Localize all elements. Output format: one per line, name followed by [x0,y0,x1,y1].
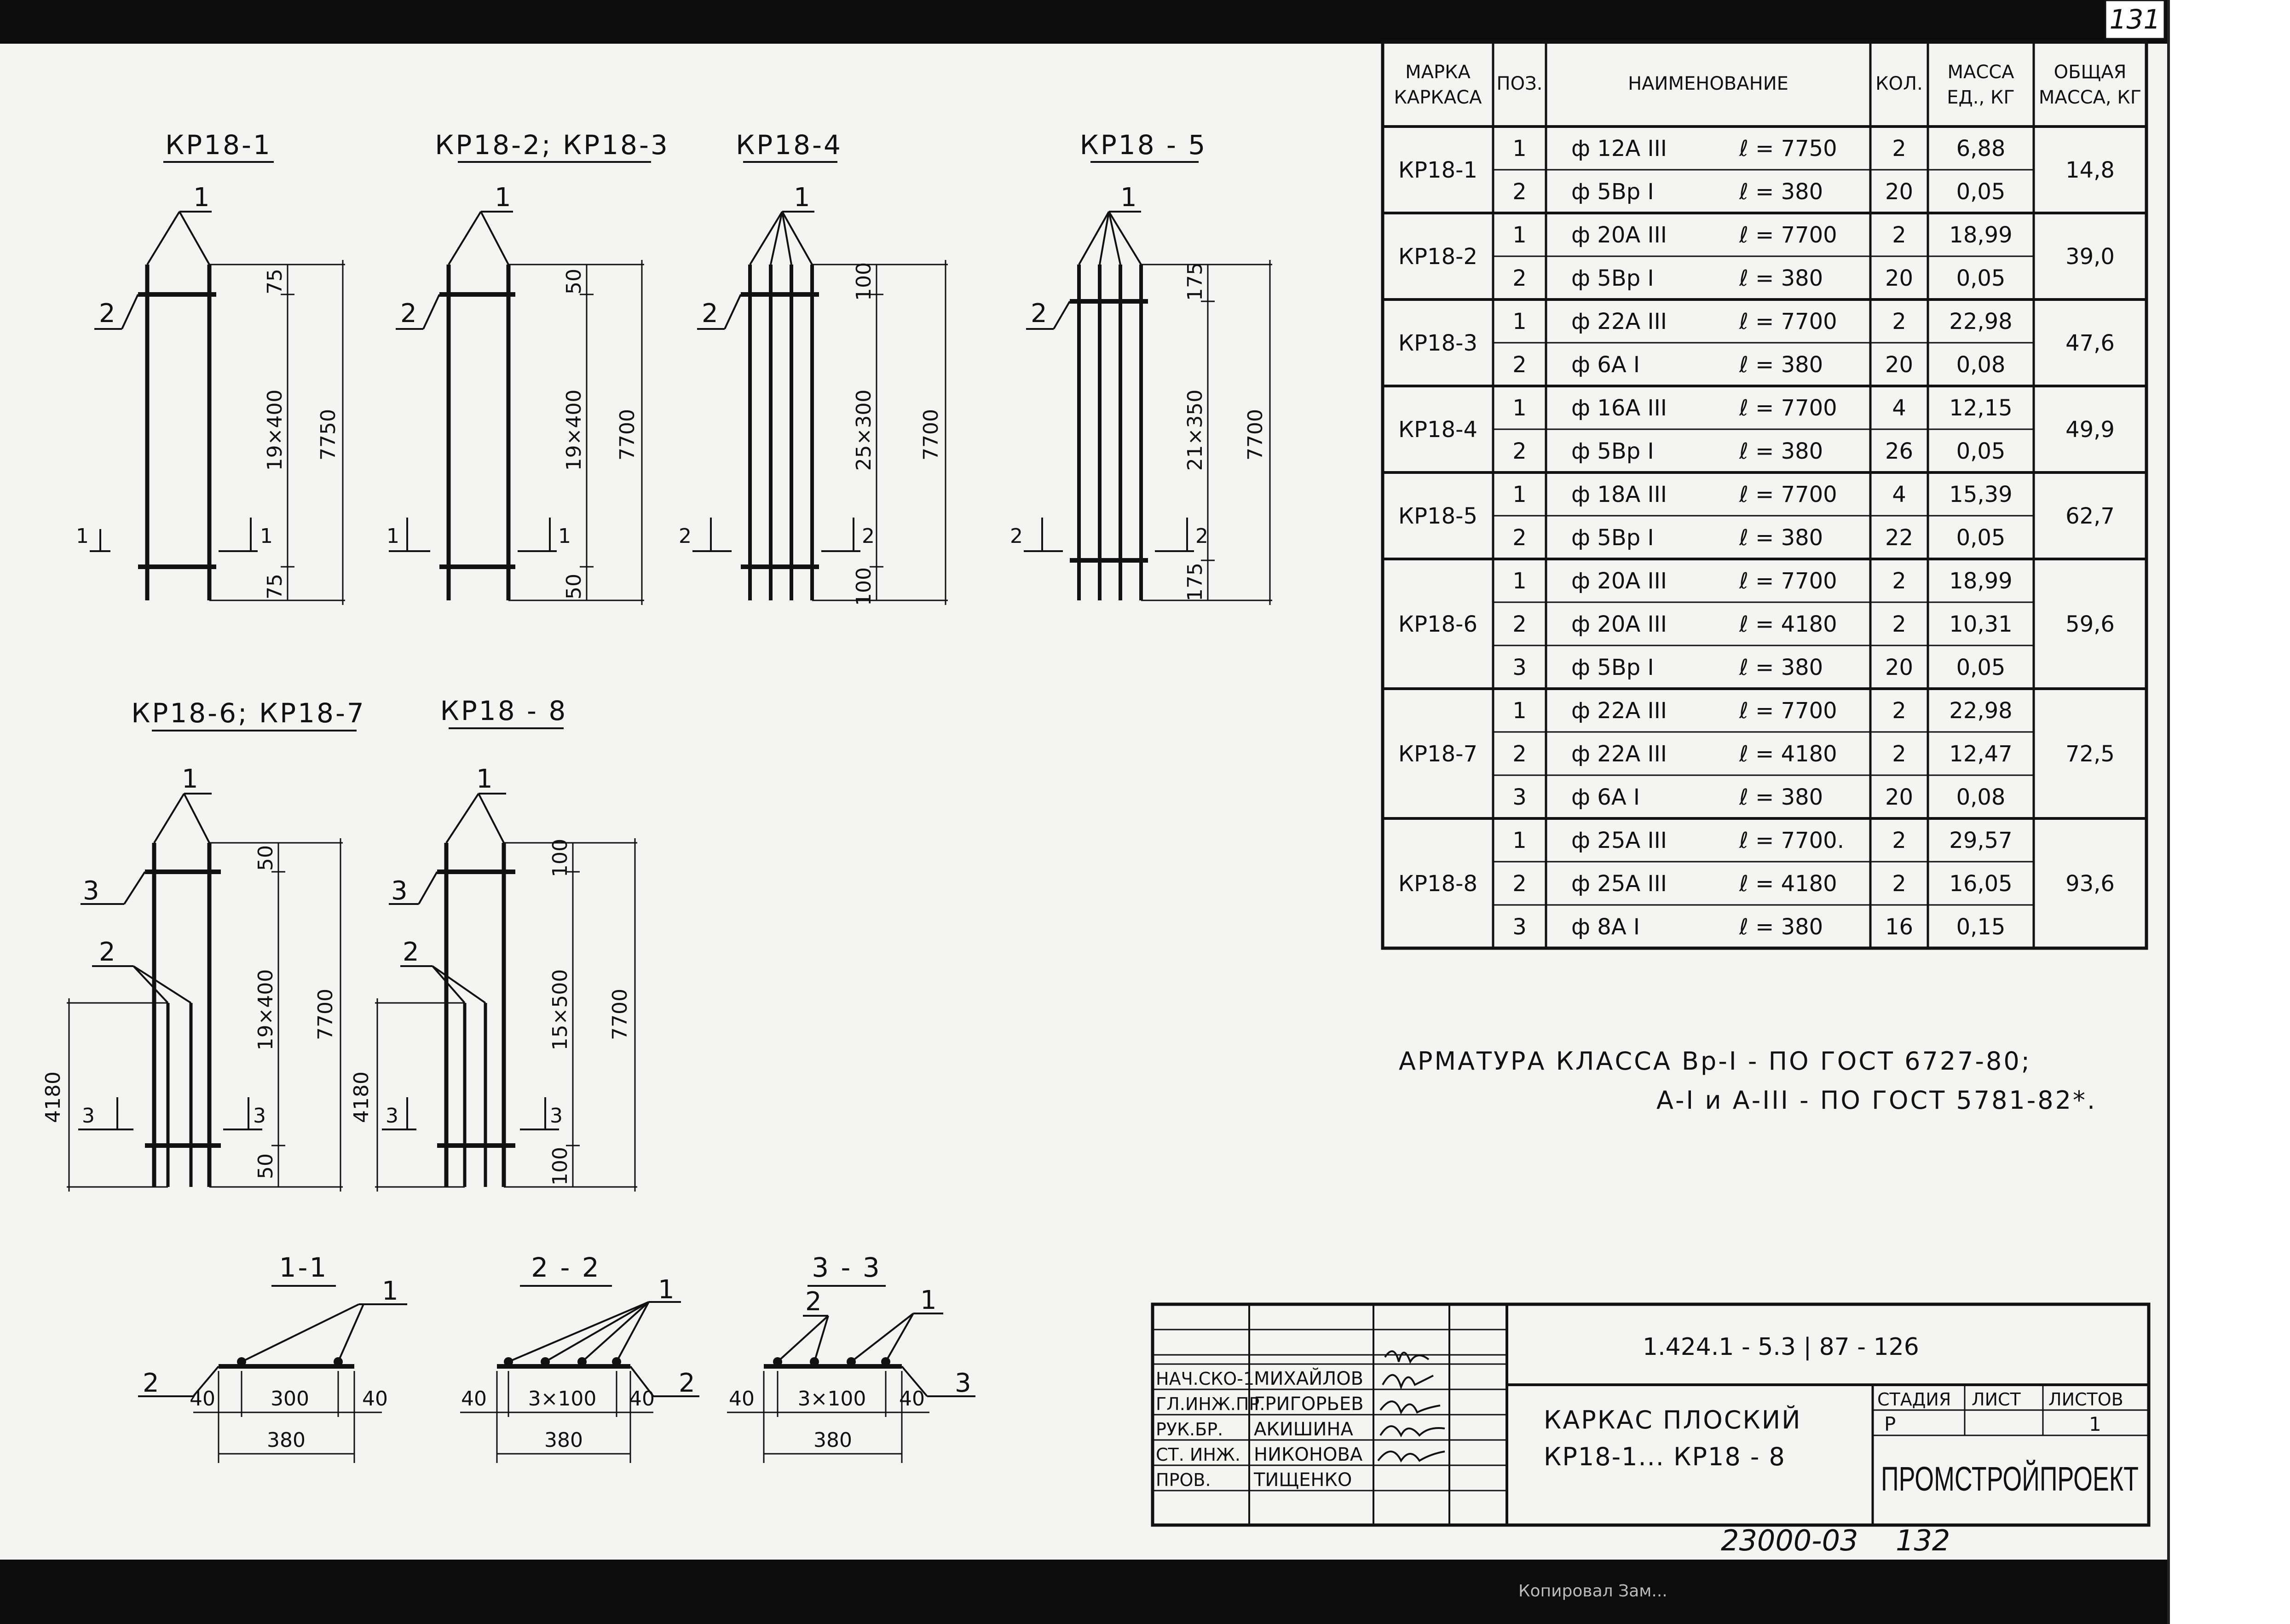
bar-label-3: 3 [391,876,408,906]
signature-row [1156,1394,1364,1415]
frame-mark: КР18-2 [1398,244,1477,270]
stage-value: Р [1884,1413,1896,1435]
quantity-cell: 16 [1885,914,1914,940]
note-line-2: А-I и А-III - ПО ГОСТ 5781-82*. [1656,1086,2097,1115]
bar-cell: ф 25А III [1571,828,1667,853]
dim-total: 7700 [1244,409,1267,461]
position-cell: 1 [1512,568,1527,594]
bar-label: 2 [1031,299,1047,328]
dim-top: 100 [852,262,876,301]
dim-total: 7700 [616,409,639,461]
section-mark: 2 [679,524,692,548]
frame-mark: КР18-1 [1398,157,1477,183]
unit-mass-cell: 10,31 [1949,611,2013,637]
frame-mark: КР18-3 [1398,330,1477,356]
bar-cell: ф 6А I [1571,352,1640,378]
unit-mass-cell: 0,08 [1956,352,2006,378]
dim-middle: 3×100 [797,1387,866,1411]
frame-mark: КР18-6 [1398,611,1477,637]
total-mass: 47,6 [2065,330,2115,356]
unit-mass-cell: 0,05 [1956,438,2006,464]
dim-middle: 3×100 [528,1387,597,1411]
section-mark: 1 [76,524,89,548]
position-cell: 1 [1512,698,1527,724]
section-2-2 [460,1252,699,1463]
dim-bottom: 100 [852,567,876,606]
section-1-1 [138,1252,407,1463]
frame-kr18-4 [679,129,948,606]
position-cell: 1 [1512,309,1527,334]
quantity-cell: 2 [1892,611,1906,637]
quantity-cell: 2 [1892,222,1906,248]
section-label-1: 1 [920,1285,937,1315]
bar-cell: ф 5Вр I [1571,655,1654,680]
length-cell: ℓ = 380 [1739,914,1823,940]
section-mark: 3 [82,1104,95,1128]
length-cell: ℓ = 7700 [1739,309,1837,334]
drawing-title-1: КАРКАС ПЛОСКИЙ [1544,1405,1802,1434]
dim-bottom: 50 [562,574,586,599]
person-name: МИХАЙЛОВ [1254,1368,1364,1389]
unit-mass-cell: 29,57 [1949,828,2013,853]
position-cell: 2 [1512,525,1527,551]
dim-total: 380 [544,1428,583,1452]
stage-label: СТАДИЯ [1877,1389,1951,1410]
frame-kr18-1 [76,129,345,605]
unit-mass-cell: 22,98 [1949,698,2013,724]
sheet-label: ЛИСТ [1972,1389,2021,1410]
frame-mark: КР18-7 [1398,741,1477,767]
table-row [1512,395,2012,421]
quantity-cell: 4 [1892,482,1906,507]
table-header: НАИМЕНОВАНИЕ [1628,73,1788,94]
bar-label: 2 [702,299,718,328]
section-mark: 2 [1195,524,1208,548]
note-line-1: АРМАТУРА КЛАССА Вр-I - ПО ГОСТ 6727-80; [1399,1047,2031,1076]
dim-mid: 25×300 [852,389,876,471]
bar-cell: ф 22А III [1571,309,1667,334]
bar-cell: ф 5Вр I [1571,179,1654,205]
signature-scribble [1385,1351,1429,1362]
dim-mid: 15×500 [548,969,572,1051]
frame-title: КР18 - 8 [440,695,568,726]
page-number-box [2105,0,2165,39]
table-group [1383,482,2146,559]
quantity-cell: 2 [1892,568,1906,594]
dim-bottom: 75 [263,574,287,599]
table-row [1512,784,2005,810]
leader-label: 1 [193,183,210,213]
table-group [1383,828,2146,948]
dim-top: 100 [548,839,572,877]
dim-mid: 21×350 [1183,389,1207,471]
position-cell: 2 [1512,611,1527,637]
table-row [1512,741,2012,767]
signature-row [1156,1419,1353,1440]
unit-mass-cell: 0,05 [1956,265,2006,291]
table-row [1512,352,2005,378]
dim-side: 4180 [350,1071,373,1123]
table-row [1512,828,2012,853]
frame-kr18-6-7 [41,697,366,1192]
section-label-1: 1 [382,1276,398,1306]
signature-scribble [1383,1375,1433,1387]
dim-mid: 19×400 [254,969,277,1051]
section-mark: 3 [386,1104,398,1128]
dim-mid: 19×400 [263,389,287,471]
section-mark: 3 [550,1104,563,1128]
table-row [1512,914,2005,940]
dim-total: 380 [267,1428,306,1452]
unit-mass-cell: 15,39 [1949,482,2013,507]
leader-label: 1 [1120,183,1137,213]
role-label: ПРОВ. [1156,1470,1211,1490]
dim-right: 40 [629,1387,655,1411]
length-cell: ℓ = 7700. [1739,828,1844,853]
title-block [1153,1304,2149,1525]
quantity-cell: 20 [1885,179,1914,205]
length-cell: ℓ = 380 [1739,438,1823,464]
position-cell: 2 [1512,871,1527,897]
section-label-1: 1 [658,1275,675,1305]
unit-mass-cell: 22,98 [1949,309,2013,334]
quantity-cell: 2 [1892,136,1906,161]
position-cell: 2 [1512,352,1527,378]
table-header: КОЛ. [1875,73,1923,94]
quantity-cell: 20 [1885,655,1914,680]
frame-mark: КР18-5 [1398,503,1477,529]
quantity-cell: 2 [1892,871,1906,897]
dim-total: 7750 [317,409,340,461]
length-cell: ℓ = 7700 [1739,698,1837,724]
section-title: 3 - 3 [812,1252,882,1283]
position-cell: 1 [1512,136,1527,161]
section-mark: 1 [558,524,571,548]
length-cell: ℓ = 4180 [1739,871,1837,897]
section-mark: 2 [1010,524,1023,548]
table-row [1512,611,2012,637]
signature-row [1156,1469,1352,1491]
bar-label-3: 3 [83,876,99,906]
section-mark: 1 [260,524,273,548]
unit-mass-cell: 18,99 [1949,222,2013,248]
bar-cell: ф 5Вр I [1571,525,1654,551]
frame-mark: КР18-4 [1398,417,1477,443]
quantity-cell: 2 [1892,698,1906,724]
quantity-cell: 20 [1885,352,1914,378]
notes [1399,1047,2097,1115]
unit-mass-cell: 18,99 [1949,568,2013,594]
length-cell: ℓ = 380 [1739,352,1823,378]
length-cell: ℓ = 380 [1739,784,1823,810]
dim-right: 40 [362,1387,388,1411]
quantity-cell: 2 [1892,309,1906,334]
length-cell: ℓ = 380 [1739,525,1823,551]
leader-label: 1 [794,183,810,213]
position-cell: 3 [1512,914,1527,940]
bar-cell: ф 16А III [1571,395,1667,421]
section-label-2: 2 [679,1368,695,1398]
person-name: АКИШИНА [1254,1419,1353,1440]
length-cell: ℓ = 4180 [1739,741,1837,767]
dim-right: 40 [899,1387,925,1411]
section-title: 1-1 [279,1252,329,1283]
dim-bottom: 100 [548,1147,572,1186]
dim-total: 380 [813,1428,852,1452]
table-row [1512,568,2012,594]
unit-mass-cell: 0,08 [1956,784,2006,810]
position-cell: 2 [1512,265,1527,291]
table-row [1512,222,2012,248]
quantity-cell: 22 [1885,525,1914,551]
position-cell: 3 [1512,655,1527,680]
unit-mass-cell: 0,05 [1956,655,2006,680]
section-mark: 1 [386,524,399,548]
bottom-edge-text: Копировал Зам... [1518,1582,1667,1601]
signature-scribble [1380,1426,1445,1435]
unit-mass-cell: 12,47 [1949,741,2013,767]
bar-label: 2 [400,299,417,328]
signature-row [1156,1444,1363,1465]
position-cell: 3 [1512,784,1527,810]
dim-bottom: 175 [1183,563,1207,601]
bar-cell: ф 6А I [1571,784,1640,810]
role-label: СТ. ИНЖ. [1156,1445,1240,1465]
unit-mass-cell: 16,05 [1949,871,2013,897]
bar-label: 2 [99,299,115,328]
bar-cell: ф 20А III [1571,568,1667,594]
total-mass: 39,0 [2065,244,2115,270]
length-cell: ℓ = 7750 [1739,136,1837,161]
person-name: НИКОНОВА [1254,1444,1363,1465]
table-group [1383,568,2146,689]
position-cell: 1 [1512,482,1527,507]
unit-mass-cell: 6,88 [1956,136,2006,161]
page-number: 131 [2109,4,2161,35]
section-title: 2 - 2 [531,1252,601,1283]
position-cell: 1 [1512,828,1527,853]
dim-middle: 300 [271,1387,309,1411]
total-mass: 72,5 [2065,741,2115,767]
organization: ПРОМСТРОЙПРОЕКТ [1881,1460,2139,1498]
frame-title: КР18-4 [736,129,842,161]
length-cell: ℓ = 7700 [1739,395,1837,421]
length-cell: ℓ = 380 [1739,265,1823,291]
role-label: РУК.БР. [1156,1419,1223,1440]
length-cell: ℓ = 4180 [1739,611,1837,637]
leader-label: 1 [476,764,493,794]
section-mark: 3 [253,1104,266,1128]
total-mass: 93,6 [2065,871,2115,897]
signatures-list [1156,1367,1364,1491]
quantity-cell: 26 [1885,438,1914,464]
specification-table [1383,41,2146,948]
total-mass: 59,6 [2065,611,2115,637]
table-row [1512,265,2005,291]
frame-kr18-2-3 [386,129,669,605]
unit-mass-cell: 0,05 [1956,525,2006,551]
dim-bottom: 50 [254,1153,277,1179]
bar-cell: ф 5Вр I [1571,265,1654,291]
signature-scribble [1380,1401,1440,1412]
frame-title: КР18-6; КР18-7 [131,697,366,729]
archive-page: 132 [1896,1524,1950,1557]
section-label-2: 2 [143,1368,159,1398]
quantity-cell: 2 [1892,741,1906,767]
length-cell: ℓ = 7700 [1739,222,1837,248]
table-header: ПОЗ. [1496,73,1543,94]
dim-left: 40 [461,1387,487,1411]
bar-cell: ф 22А III [1571,698,1667,724]
dim-side: 4180 [41,1071,65,1123]
position-cell: 2 [1512,179,1527,205]
table-row [1512,438,2005,464]
person-name: ГРИГОРЬЕВ [1254,1394,1364,1415]
table-group [1383,222,2146,299]
table-row [1512,179,2005,205]
length-cell: ℓ = 380 [1739,179,1823,205]
table-row [1512,525,2005,551]
role-label: НАЧ.СКО-1 [1156,1369,1255,1389]
frame-mark: КР18-8 [1398,871,1477,897]
bar-label-2: 2 [99,937,115,967]
table-group [1383,698,2146,818]
table-row [1512,655,2005,680]
dim-total: 7700 [314,989,337,1040]
frame-title: КР18-2; КР18-3 [435,129,669,161]
section-label-3: 3 [955,1368,971,1398]
table-group [1383,309,2146,386]
position-cell: 2 [1512,741,1527,767]
table-header: ОБЩАЯ МАССА, КГ [2038,62,2142,108]
person-name: ТИЩЕНКО [1254,1469,1352,1491]
bar-cell: ф 20А III [1571,222,1667,248]
position-cell: 1 [1512,222,1527,248]
frame-title: КР18-1 [165,129,272,161]
drawing-title-2: КР18-1... КР18 - 8 [1544,1442,1786,1471]
frame-kr18-5 [1010,129,1272,605]
table-row [1512,136,2005,161]
dim-left: 40 [190,1387,215,1411]
table-row [1512,871,2012,897]
frame-kr18-8 [350,695,637,1192]
role-label: ГЛ.ИНЖ.ПР. [1156,1394,1265,1414]
total-mass: 14,8 [2065,157,2115,183]
table-row [1512,698,2012,724]
dim-left: 40 [729,1387,755,1411]
leader-label: 1 [495,183,511,213]
table-header: МАРКА КАРКАСА [1394,62,1482,108]
unit-mass-cell: 12,15 [1949,395,2013,421]
bar-label-2: 2 [403,937,419,967]
total-mass: 49,9 [2065,417,2115,443]
table-row [1512,482,2012,507]
position-cell: 1 [1512,395,1527,421]
sheets-value: 1 [2089,1413,2101,1435]
position-cell: 2 [1512,438,1527,464]
signature-scribble [1378,1451,1445,1461]
bar-cell: ф 22А III [1571,741,1667,767]
sheets-label: ЛИСТОВ [2048,1389,2123,1410]
bar-cell: ф 8А I [1571,914,1640,940]
length-cell: ℓ = 7700 [1739,568,1837,594]
quantity-cell: 20 [1885,784,1914,810]
section-3-3 [727,1252,975,1463]
dim-total: 7700 [919,409,943,461]
section-label-2: 2 [805,1287,822,1317]
leader-label: 1 [182,764,198,794]
dim-top: 50 [254,845,277,871]
dim-total: 7700 [608,989,632,1040]
table-group [1383,395,2146,472]
bar-cell: ф 18А III [1571,482,1667,507]
dim-top: 50 [562,269,586,294]
bar-cell: ф 5Вр I [1571,438,1654,464]
length-cell: ℓ = 7700 [1739,482,1837,507]
dim-top: 75 [263,269,287,294]
bar-cell: ф 12А III [1571,136,1667,161]
length-cell: ℓ = 380 [1739,655,1823,680]
doc-code: 1.424.1 - 5.3 | 87 - 126 [1643,1333,1919,1361]
section-mark: 2 [862,524,875,548]
table-header: МАССА ЕД., КГ [1947,62,2015,108]
frame-title: КР18 - 5 [1079,129,1207,161]
bar-cell: ф 25А III [1571,871,1667,897]
table-group [1383,136,2146,213]
signature-row [1156,1367,1363,1389]
dim-mid: 19×400 [562,389,586,471]
quantity-cell: 20 [1885,265,1914,291]
dim-top: 175 [1183,262,1207,301]
unit-mass-cell: 0,15 [1956,914,2006,940]
table-row [1512,309,2012,334]
unit-mass-cell: 0,05 [1956,179,2006,205]
bar-cell: ф 20А III [1571,611,1667,637]
archive-number: 23000-03 [1721,1524,1858,1557]
total-mass: 62,7 [2065,503,2115,529]
quantity-cell: 4 [1892,395,1906,421]
quantity-cell: 2 [1892,828,1906,853]
